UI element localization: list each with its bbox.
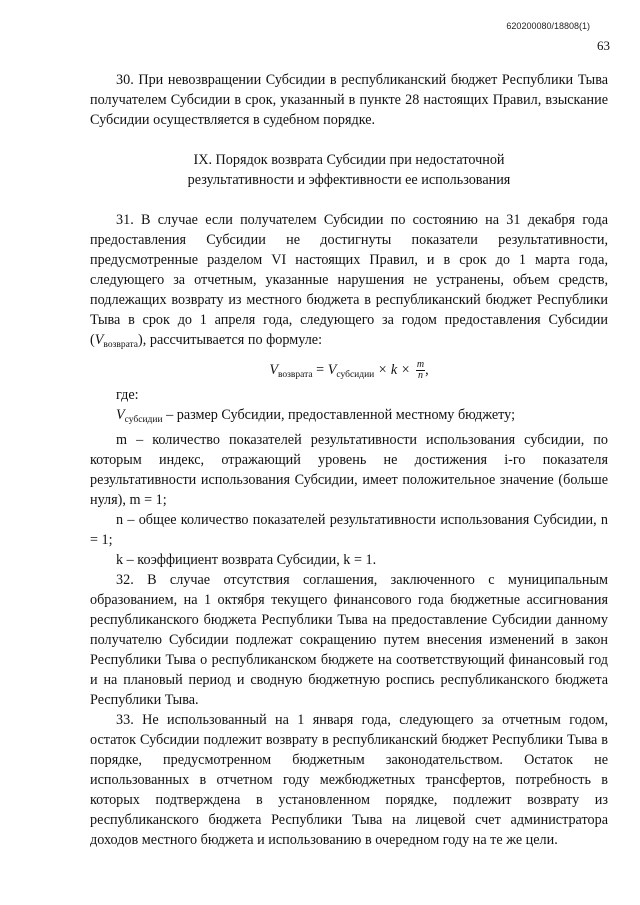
var-v: V xyxy=(94,332,104,348)
definition-v-text: – размер Субсидии, предоставленной местному бюджету; xyxy=(162,407,516,423)
formula xyxy=(90,355,608,385)
formula-v-subscript: субсидии xyxy=(336,370,375,380)
definition-v xyxy=(90,405,608,430)
formula-numerator: m xyxy=(416,359,425,371)
where-label: где: xyxy=(116,387,139,403)
formula-v: V xyxy=(327,362,337,378)
section-heading-line1: IX. Порядок возврата Субсидии при недостаточной xyxy=(193,152,505,168)
section-heading-line2: результативности и эффективности ее использования xyxy=(187,172,511,188)
formula-times: × k × xyxy=(374,362,414,378)
formula-lhs-subscript: возврата xyxy=(277,370,313,380)
formula-lhs: V xyxy=(269,362,278,378)
var-v-subscript: возврата xyxy=(103,340,139,350)
page-number: 63 xyxy=(597,38,610,53)
definition-v-subscript: субсидии xyxy=(124,415,163,425)
document-id: 620200080/18808(1) xyxy=(506,21,590,31)
definition-v-var: V xyxy=(116,407,125,423)
definition-k: k – коэффициент возврата Субсидии, k = 1. xyxy=(116,552,377,568)
formula-fraction xyxy=(416,360,425,381)
paragraph-31-intro: 31. В случае если получателем Субсидии по состоянию на 31 декабря года предоставления Субсидии не достигнуты показатели результативности, предусмотренные разделом VI настоящих Правил, и в срок до 1 марта года, следующего за отчетным, указанные нарушения не устранены, объем средств, подлежащих возврату из местного бюджета в республиканский бюджет Республики Тыва в срок до 1 апреля года, следующего за годом предоставления Субсидии ( xyxy=(90,212,608,348)
paragraph-31-tail: ), рассчитывается по формуле: xyxy=(138,332,323,348)
document-body xyxy=(90,70,608,850)
paragraph-32: 32. В случае отсутствия соглашения, заключенного с муниципальным образованием, на 1 октября текущего финансового года бюджетные ассигнования республиканского бюджета Республики Тыва на предоставление Субсидии данному получателю Субсидии подлежат сокращению путем внесения изменений в закон Республики Тыва о республиканском бюджете на соответствующий финансовый год и на плановый период и сводную бюджетную роспись республиканского бюджета Республики Тыва. xyxy=(90,572,608,708)
paragraph-31 xyxy=(90,210,608,355)
paragraph-33: 33. Не использованный на 1 января года, следующего за отчетным годом, остаток Субсидии подлежит возврату в республиканский бюджет Республики Тыва в порядке, предусмотренном бюджетным законодательством. Остаток не использованных в отчетном году межбюджетных трансфертов, потребность в которых подтверждена в установленном порядке, подлежит возврату из республиканского бюджета Республики Тыва на лицевой счет администратора доходов местного бюджета и использованию в очередном году на те же цели. xyxy=(90,712,608,848)
formula-equals: = xyxy=(312,362,328,378)
definition-n: n – общее количество показателей результативности использования Субсидии, n = 1; xyxy=(90,512,608,548)
formula-denominator: n xyxy=(418,370,423,382)
definition-m: m – количество показателей результативности использования субсидии, по которым индекс, отражающий уровень не достижения i-го показателя результативности использования Субсидии, имеет положительное значение (больше нуля), m = 1; xyxy=(90,432,608,508)
paragraph-30: 30. При невозвращении Субсидии в республиканский бюджет Республики Тыва получателем Субсидии в срок, указанный в пункте 28 настоящих Правил, взыскание Субсидии осуществляется в судебном порядке. xyxy=(90,72,608,128)
formula-end: , xyxy=(425,362,429,378)
